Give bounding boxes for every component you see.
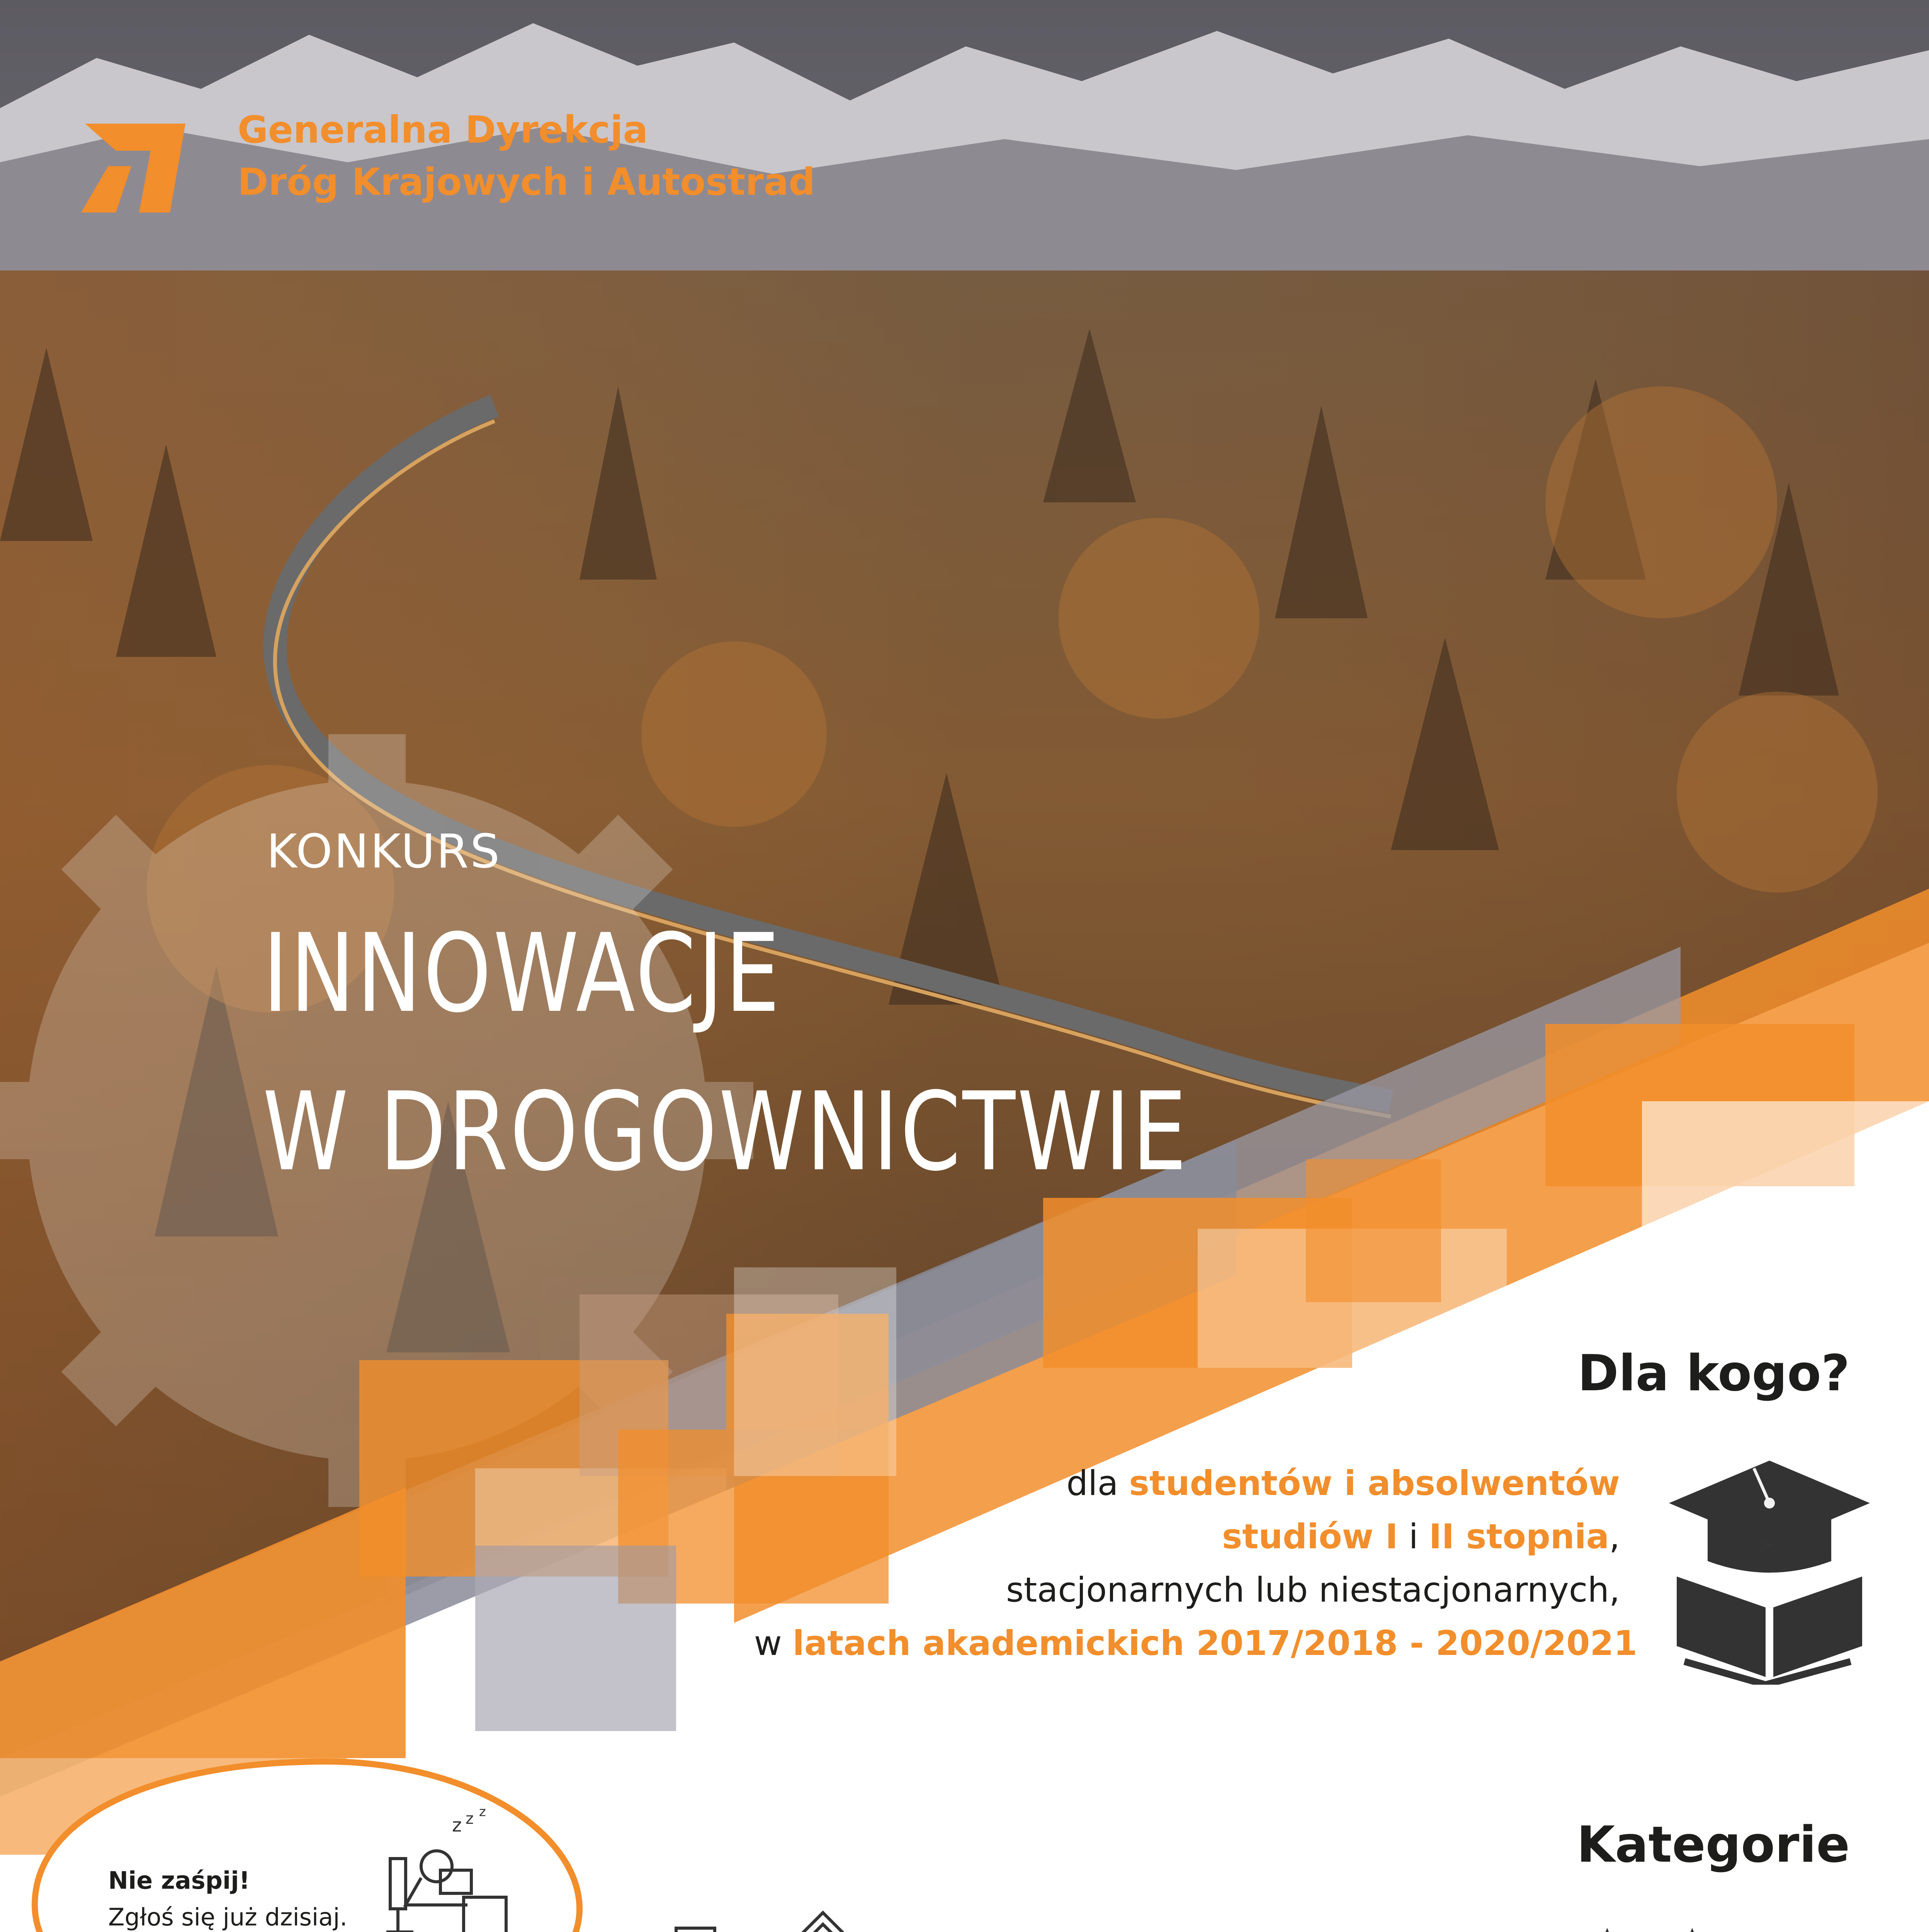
hero-title-line2: W DROGOWNICTWIE bbox=[263, 1069, 1189, 1195]
gddkia-logo-icon bbox=[73, 116, 193, 220]
bridge-icon bbox=[1534, 1928, 1766, 1932]
audience-line3: stacjonarnych lub niestacjonarnych, bbox=[1006, 1570, 1620, 1610]
org-name-line1: Generalna Dyrekcja bbox=[238, 108, 648, 151]
svg-text:z: z bbox=[466, 1810, 474, 1828]
svg-text:z: z bbox=[479, 1808, 486, 1820]
categories-heading: Kategorie bbox=[1577, 1816, 1850, 1874]
audience-line1: dla studentów i absolwentów bbox=[1066, 1463, 1620, 1503]
hero-title-line1: INNOWACJE bbox=[263, 911, 782, 1037]
audience-line2: studiów I i II stopnia, bbox=[1222, 1517, 1620, 1556]
audience-text bbox=[754, 1457, 1637, 1670]
graduation-book-icon bbox=[1661, 1453, 1878, 1685]
audience-heading: Dla kogo? bbox=[1577, 1345, 1850, 1402]
hero-kicker: KONKURS bbox=[267, 825, 501, 879]
bubble-text: Zgłoś się już dzisiaj. bbox=[108, 1903, 348, 1931]
sleeping-student-icon bbox=[382, 1808, 510, 1932]
svg-text:z: z bbox=[452, 1815, 462, 1836]
audience-line4: w latach akademickich 2017/2018 - 2020/2021 bbox=[754, 1623, 1637, 1663]
bubble-title: Nie zaśpij! bbox=[108, 1866, 250, 1895]
car-traffic-light-icon bbox=[587, 1905, 889, 1932]
org-name-line2: Dróg Krajowych i Autostrad bbox=[238, 160, 816, 204]
